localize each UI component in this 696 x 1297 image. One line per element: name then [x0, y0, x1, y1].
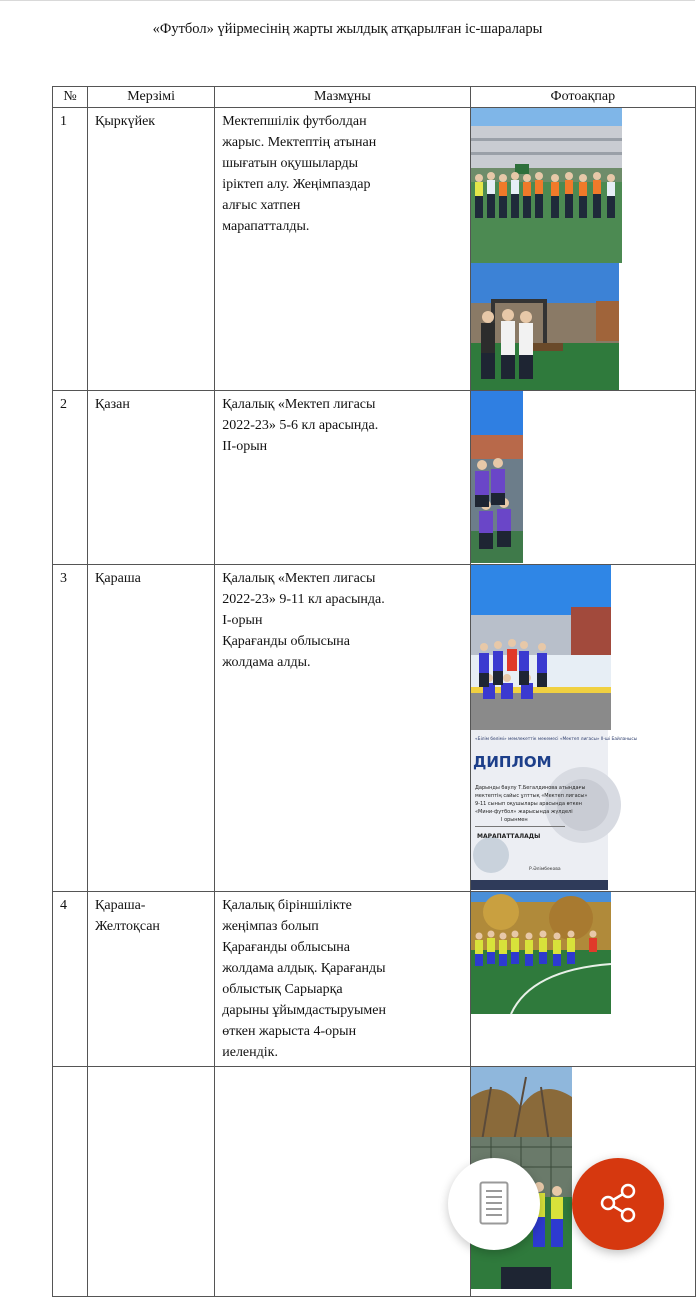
content-line: Қалалық біріншілікте: [222, 898, 352, 913]
row-content: [215, 892, 469, 1066]
diploma-line: мектептің сайыс ұлттық «Мектеп лигасы»: [474, 793, 588, 799]
row-number: 3: [60, 571, 67, 586]
content-line: 2022-23» 9-11 кл арасында.: [222, 592, 385, 607]
content-line: алғыс хатпен: [222, 198, 301, 213]
header-content: Мазмұны: [215, 87, 470, 108]
share-icon: [596, 1181, 640, 1228]
document-icon: [479, 1181, 509, 1228]
top-divider: [0, 0, 695, 1]
header-photo: Фотоақпар: [470, 87, 695, 108]
activities-table: [52, 86, 696, 1297]
diploma-line: Дарынды баулу Т.Бегалдинова атындағы: [474, 785, 586, 791]
content-line: жолдама алды.: [222, 655, 311, 670]
content-line: жарыс. Мектептің атынан: [222, 135, 377, 150]
content-line: иелендік.: [222, 1045, 278, 1060]
row-content: [215, 391, 469, 460]
date-line: Желтоқсан: [95, 919, 160, 934]
diploma-line: І орынмен: [500, 817, 528, 823]
row-number: 4: [60, 898, 67, 913]
content-line: марапатталды.: [222, 219, 310, 234]
row-content: [215, 108, 469, 240]
row-content: [215, 565, 469, 676]
row-date: [88, 892, 214, 940]
team-photo-coaches[interactable]: [471, 263, 619, 390]
table-header-row: [53, 87, 696, 108]
header-number: №: [53, 87, 88, 108]
team-photo-purple-vests[interactable]: [471, 391, 523, 563]
content-line: ІІ-орын: [222, 439, 268, 454]
content-line: 2022-23» 5-6 кл арасында.: [222, 418, 379, 433]
header-date: Мерзімі: [88, 87, 215, 108]
share-button[interactable]: [572, 1158, 664, 1250]
row-number: 1: [60, 114, 67, 129]
diploma-award: МАРАПАТТАЛАДЫ: [476, 833, 540, 840]
team-photo-orange-vests[interactable]: [471, 108, 622, 263]
content-line: Мектепшілік футболдан: [222, 114, 367, 129]
diploma-title: ДИПЛОМ: [472, 753, 552, 771]
content-line: іріктеп алу. Жеңімпаздар: [222, 177, 371, 192]
row-date: Қараша: [95, 571, 141, 586]
content-line: жеңімпаз болып: [222, 919, 319, 934]
document-title: «Футбол» үйірмесінің жарты жылдық атқарылған іс-шаралары: [152, 21, 543, 37]
date-line: Қараша-: [95, 898, 146, 913]
content-line: жолдама алдық. Қарағанды: [222, 961, 386, 976]
content-line: Қарағанды облысына: [222, 940, 350, 955]
diploma-line: 9-11 сынып оқушылары арасында өткен: [474, 801, 582, 807]
content-line: Қалалық «Мектеп лигасы: [222, 397, 376, 412]
row-number: [53, 1067, 87, 1073]
open-document-button[interactable]: [448, 1158, 540, 1250]
team-photo-blue-vests[interactable]: [471, 565, 611, 730]
table-row: [53, 565, 696, 892]
content-line: І-орын: [222, 613, 263, 628]
content-line: Қалалық «Мектеп лигасы: [222, 571, 376, 586]
diploma-signature: Р.Әлімбекова: [528, 867, 561, 872]
team-photo-yellow-vests[interactable]: [471, 892, 611, 1014]
diploma-line: «Мини-футбол» жарысында жүлделі: [474, 809, 573, 815]
row-number: 2: [60, 397, 67, 412]
diploma-header: «Білім бөлімі» мемлекеттік мекемесі «Мектеп лигасы» ІІ-ші Байланысы: [474, 737, 637, 742]
row-date: Қазан: [95, 397, 130, 412]
content-line: өткен жарыста 4-орын: [222, 1024, 357, 1039]
table-row: [53, 391, 696, 565]
row-date: Қыркүйек: [95, 114, 156, 129]
content-line: облыстық Сарыарқа: [222, 982, 343, 997]
row-content: [215, 1067, 469, 1073]
row-date: [88, 1067, 214, 1073]
table-row: [53, 892, 696, 1067]
content-line: дарыны ұйымдастыруымен: [222, 1003, 386, 1018]
diploma-certificate-image[interactable]: [471, 730, 637, 890]
table-row: [53, 108, 696, 391]
content-line: шығатын оқушыларды: [222, 156, 359, 171]
content-line: Қарағанды облысына: [222, 634, 350, 649]
